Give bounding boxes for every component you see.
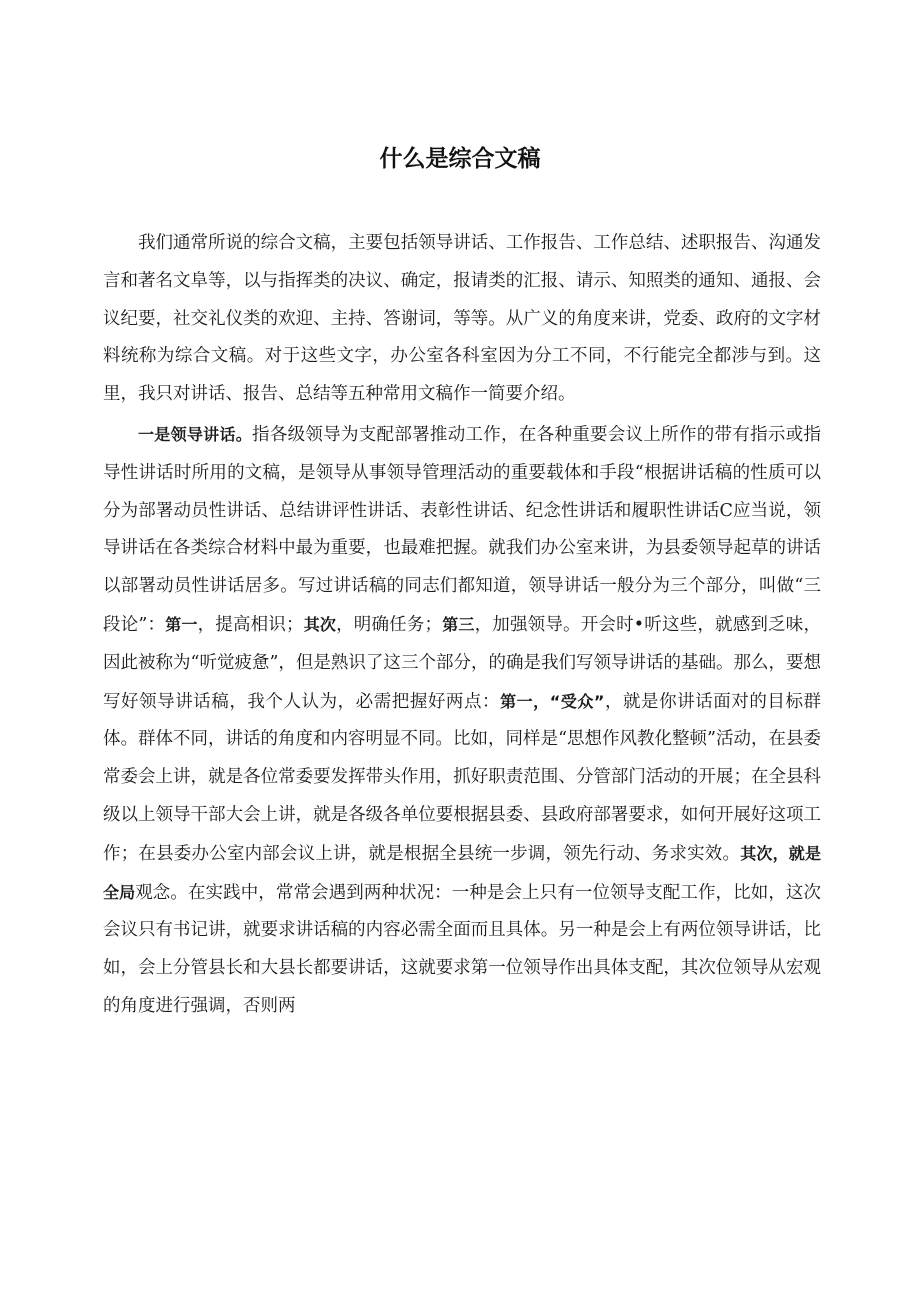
document-title: 什么是综合文稿 [379,146,541,172]
paragraph-text: 观念。在实践中，常常会遇到两种状况：一种是会上只有一位领导支配工作，比如，这次会议只有书记讲，就要求讲话稿的内容必需全面而且具体。另一种是会上有两位领导讲话，比如，会上分管县长和大县长都要讲话，这就要求第一位领导作出具体支配，其次位领导从宏观的角度进行强调，否则两 [103,882,821,1016]
paragraph-text: ，提高相识； [197,614,304,635]
document-body [103,225,821,1026]
paragraph-text: ，明确任务； [336,614,443,635]
paragraph-text: ，就是你讲话面对的目标群体。群体不同，讲话的角度和内容明显不同。比如，同样是“思想作风教化整顿”活动，在县委常委会上讲，就是各位常委要发挥带头作用，抓好职责范围、分管部门活动的开展；在全县科级以上领导干部大会上讲，就是各级各单位要根据县委、县政府部署要求，如何开展好这项工作；在县委办公室内部会议上讲，就是根据全县统一步调，领先行动、务求实效。 [103,691,821,864]
emphasis-third: 第三 [442,614,475,634]
intro-text: 我们通常所说的综合文稿，主要包括领导讲话、工作报告、工作总结、述职报告、沟通发言和著名文阜等，以与指挥类的决议、确定，报请类的汇报、请示、知照类的通知、通报、会议纪要，社交礼仪类的欢迎、主持、答谢词，等等。从广义的角度来讲，党委、政府的文字材料统称为综合文稿。对于这些文字，办公室各科室因为分工不同，不行能完全都涉与到。这里，我只对讲话、报告、总结等五种常用文稿作一简要介绍。 [103,233,821,405]
emphasis-second: 其次 [303,614,337,634]
paragraph-text: 指各级领导为支配部署推动工作，在各种重要会议上所作的带有指示或指导性讲话时所用的文稿，是领导从事领导管理活动的重要载体和手段“根据讲话稿的性质可以分为部署动员性讲话、总结讲评性讲话、表彰性讲话、纪念性讲话和履职性讲话C应当说，领导讲话在各类综合材料中最为重要，也最难把握。就我们办公室来讲，为县委领导起草的讲话以部署动员性讲话居多。写过讲话稿的同志们都知道，领导讲话一般分为三个部分，叫做“三段论”： [103,424,821,635]
emphasis-second-point: 其次，就是全局 [103,843,821,902]
emphasis-first: 第一 [165,614,198,634]
leader-speech-paragraph [103,416,821,1026]
paragraph-text: ，加强领导。开会时•听这些，就感到乏味，因此被称为“听觉疲惫”，但是熟识了这三个部分，的确是我们写领导讲话的基础。那么，要想写好领导讲话稿，我个人认为，必需把握好两点： [103,614,821,712]
section-heading: 一是领导讲话。 [138,424,253,444]
intro-paragraph [103,225,821,414]
emphasis-first-point: 第一，“受众” [500,691,605,711]
